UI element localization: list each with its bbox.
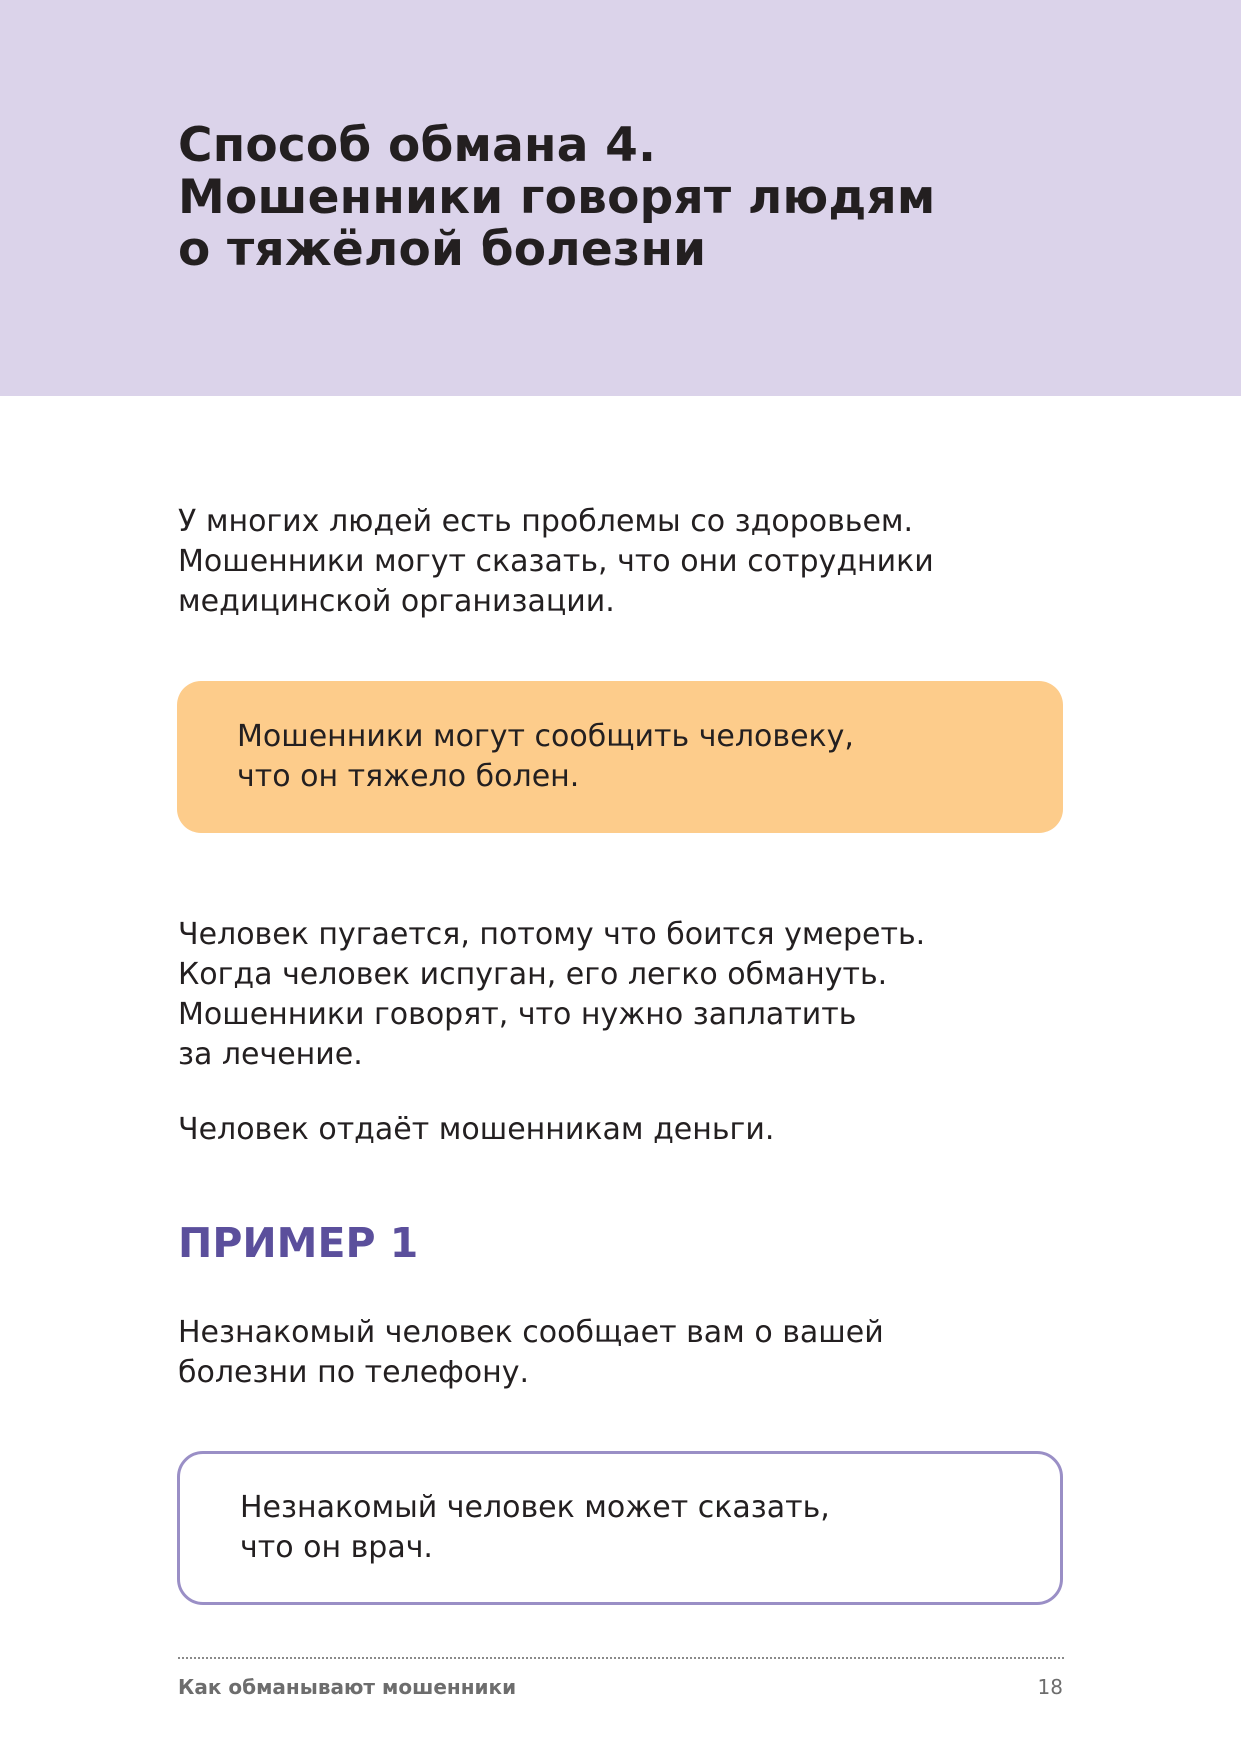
note-line: Незнакомый человек может сказать, [240, 1490, 830, 1525]
intro-paragraph [178, 502, 1078, 622]
example-heading: ПРИМЕР 1 [178, 1219, 419, 1267]
note-line: что он врач. [240, 1530, 433, 1565]
page-title-line: Мошенники говорят людям [178, 170, 936, 225]
page-title [178, 120, 1138, 276]
highlight-line: Мошенники могут сообщить человеку, [237, 719, 854, 754]
highlight-callout [177, 681, 1063, 833]
page-title-line: о тяжёлой болезни [178, 222, 707, 277]
example-paragraph [178, 1313, 1078, 1393]
intro-line: медицинской организации. [178, 584, 615, 619]
explanation-line: за лечение. [178, 1037, 363, 1072]
footer-divider [178, 1657, 1064, 1659]
explanation-line: Когда человек испуган, его легко обмануть. [178, 957, 888, 992]
intro-line: У многих людей есть проблемы со здоровьем. [178, 504, 914, 539]
result-paragraph [178, 1110, 1078, 1150]
intro-line: Мошенники могут сказать, что они сотрудники [178, 544, 934, 579]
highlight-line: что он тяжело болен. [237, 759, 580, 794]
example-line: Незнакомый человек сообщает вам о вашей [178, 1315, 884, 1350]
result-line: Человек отдаёт мошенникам деньги. [178, 1112, 775, 1147]
note-callout [177, 1451, 1063, 1605]
explanation-line: Человек пугается, потому что боится умереть. [178, 917, 926, 952]
page-number: 18 [1037, 1675, 1063, 1699]
explanation-line: Мошенники говорят, что нужно заплатить [178, 997, 857, 1032]
page-title-line: Способ обмана 4. [178, 118, 657, 173]
example-line: болезни по телефону. [178, 1355, 530, 1390]
footer-title: Как обманывают мошенники [178, 1675, 517, 1699]
explanation-paragraph [178, 915, 1078, 1075]
